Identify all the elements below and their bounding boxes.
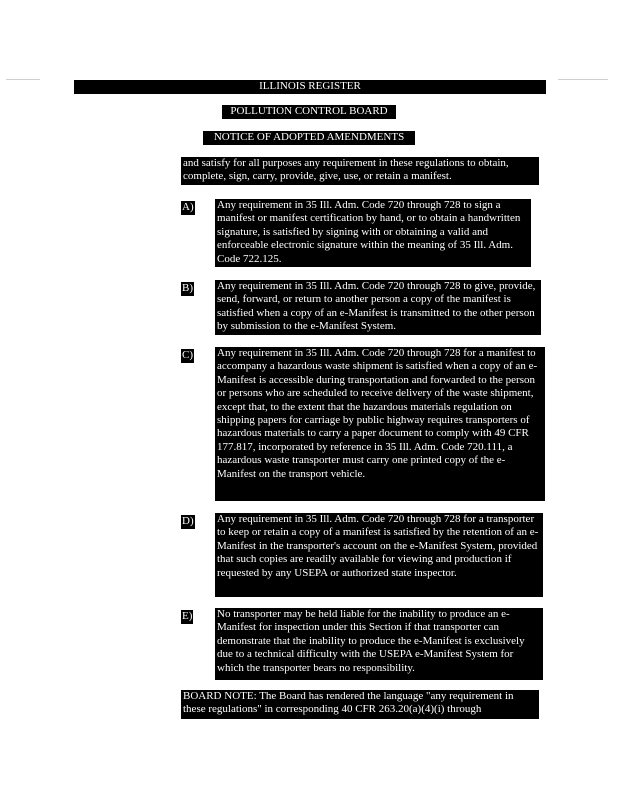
item-b-marker: B): [182, 282, 193, 294]
register-title-bar: [74, 80, 546, 93]
board-note-text: BOARD NOTE: The Board has rendered the language "any requirement in these regulations" in corresponding 40 CFR 263.20(a)(4)(i) through: [183, 690, 514, 716]
item-d-marker: D): [182, 515, 194, 527]
scan-mark-right: [558, 79, 608, 80]
item-c-marker: C): [182, 349, 193, 361]
item-d-text: Any requirement in 35 Ill. Adm. Code 720 through 728 for a transporter to keep or retain a copy of a manifest is satisfied by the retention of an e-Manifest in the transporter's account on the e-Manifest System, provided that such copies are readily available for viewing and production if requested by any USEPA or authorized state inspector.: [217, 513, 539, 579]
item-e-marker: E): [182, 610, 193, 622]
item-c-text: Any requirement in 35 Ill. Adm. Code 720 through 728 for a manifest to accompany a hazardous waste shipment is satisfied when a copy of an e-Manifest is accessible during transportation and forwarded to the person or persons who are scheduled to receive delivery of the waste shipment, except that, to the extent that the hazardous materials regulation on shipping papers for carriage by public highway requires transporters of hazardous materials to carry a paper document to comply with 49 CFR 177.817, incorporated by reference in 35 Ill. Adm. Code 720.111, a hazardous waste transporter must carry one printed copy of the e-Manifest on the transport vehicle.: [217, 347, 538, 480]
item-b-text: Any requirement in 35 Ill. Adm. Code 720 through 728 to give, provide, send, forward, or return to another person a copy of the manifest is satisfied when a copy of an e-Manifest is transmitted to the other person by submission to the e-Manifest System.: [217, 280, 536, 333]
header-rule: [74, 93, 546, 94]
item-a-marker: A): [182, 201, 194, 213]
item-e-paragraph: [215, 608, 543, 680]
item-c-paragraph: [215, 347, 545, 501]
item-e-text: No transporter may be held liable for the inability to produce an e-Manifest for inspection under this Section if that transporter can demonstrate that the inability to produce the e-Manifest is exclusively due to a technical difficulty with the USEPA e-Manifest System for which the transporter bears no responsibility.: [217, 608, 525, 674]
intro-text: and satisfy for all purposes any requirement in these regulations to obtain, complete, sign, carry, provide, give, use, or retain a manifest.: [183, 157, 509, 183]
item-a-text: Any requirement in 35 Ill. Adm. Code 720 through 728 to sign a manifest or manifest certification by hand, or to obtain a handwritten signature, is satisfied by signing with or obtaining a valid and enforceable electronic signature within the meaning of 35 Ill. Adm. Code 722.125.: [217, 199, 521, 265]
item-a-paragraph: [215, 199, 531, 267]
item-d-paragraph: [215, 513, 543, 597]
board-note-paragraph: [181, 690, 539, 719]
register-title: ILLINOIS REGISTER: [259, 80, 361, 92]
intro-paragraph: [181, 157, 539, 185]
item-b-paragraph: [215, 280, 541, 335]
board-name: POLLUTION CONTROL BOARD: [222, 105, 396, 119]
notice-title: NOTICE OF ADOPTED AMENDMENTS: [203, 131, 415, 145]
scan-mark-left: [6, 79, 40, 80]
